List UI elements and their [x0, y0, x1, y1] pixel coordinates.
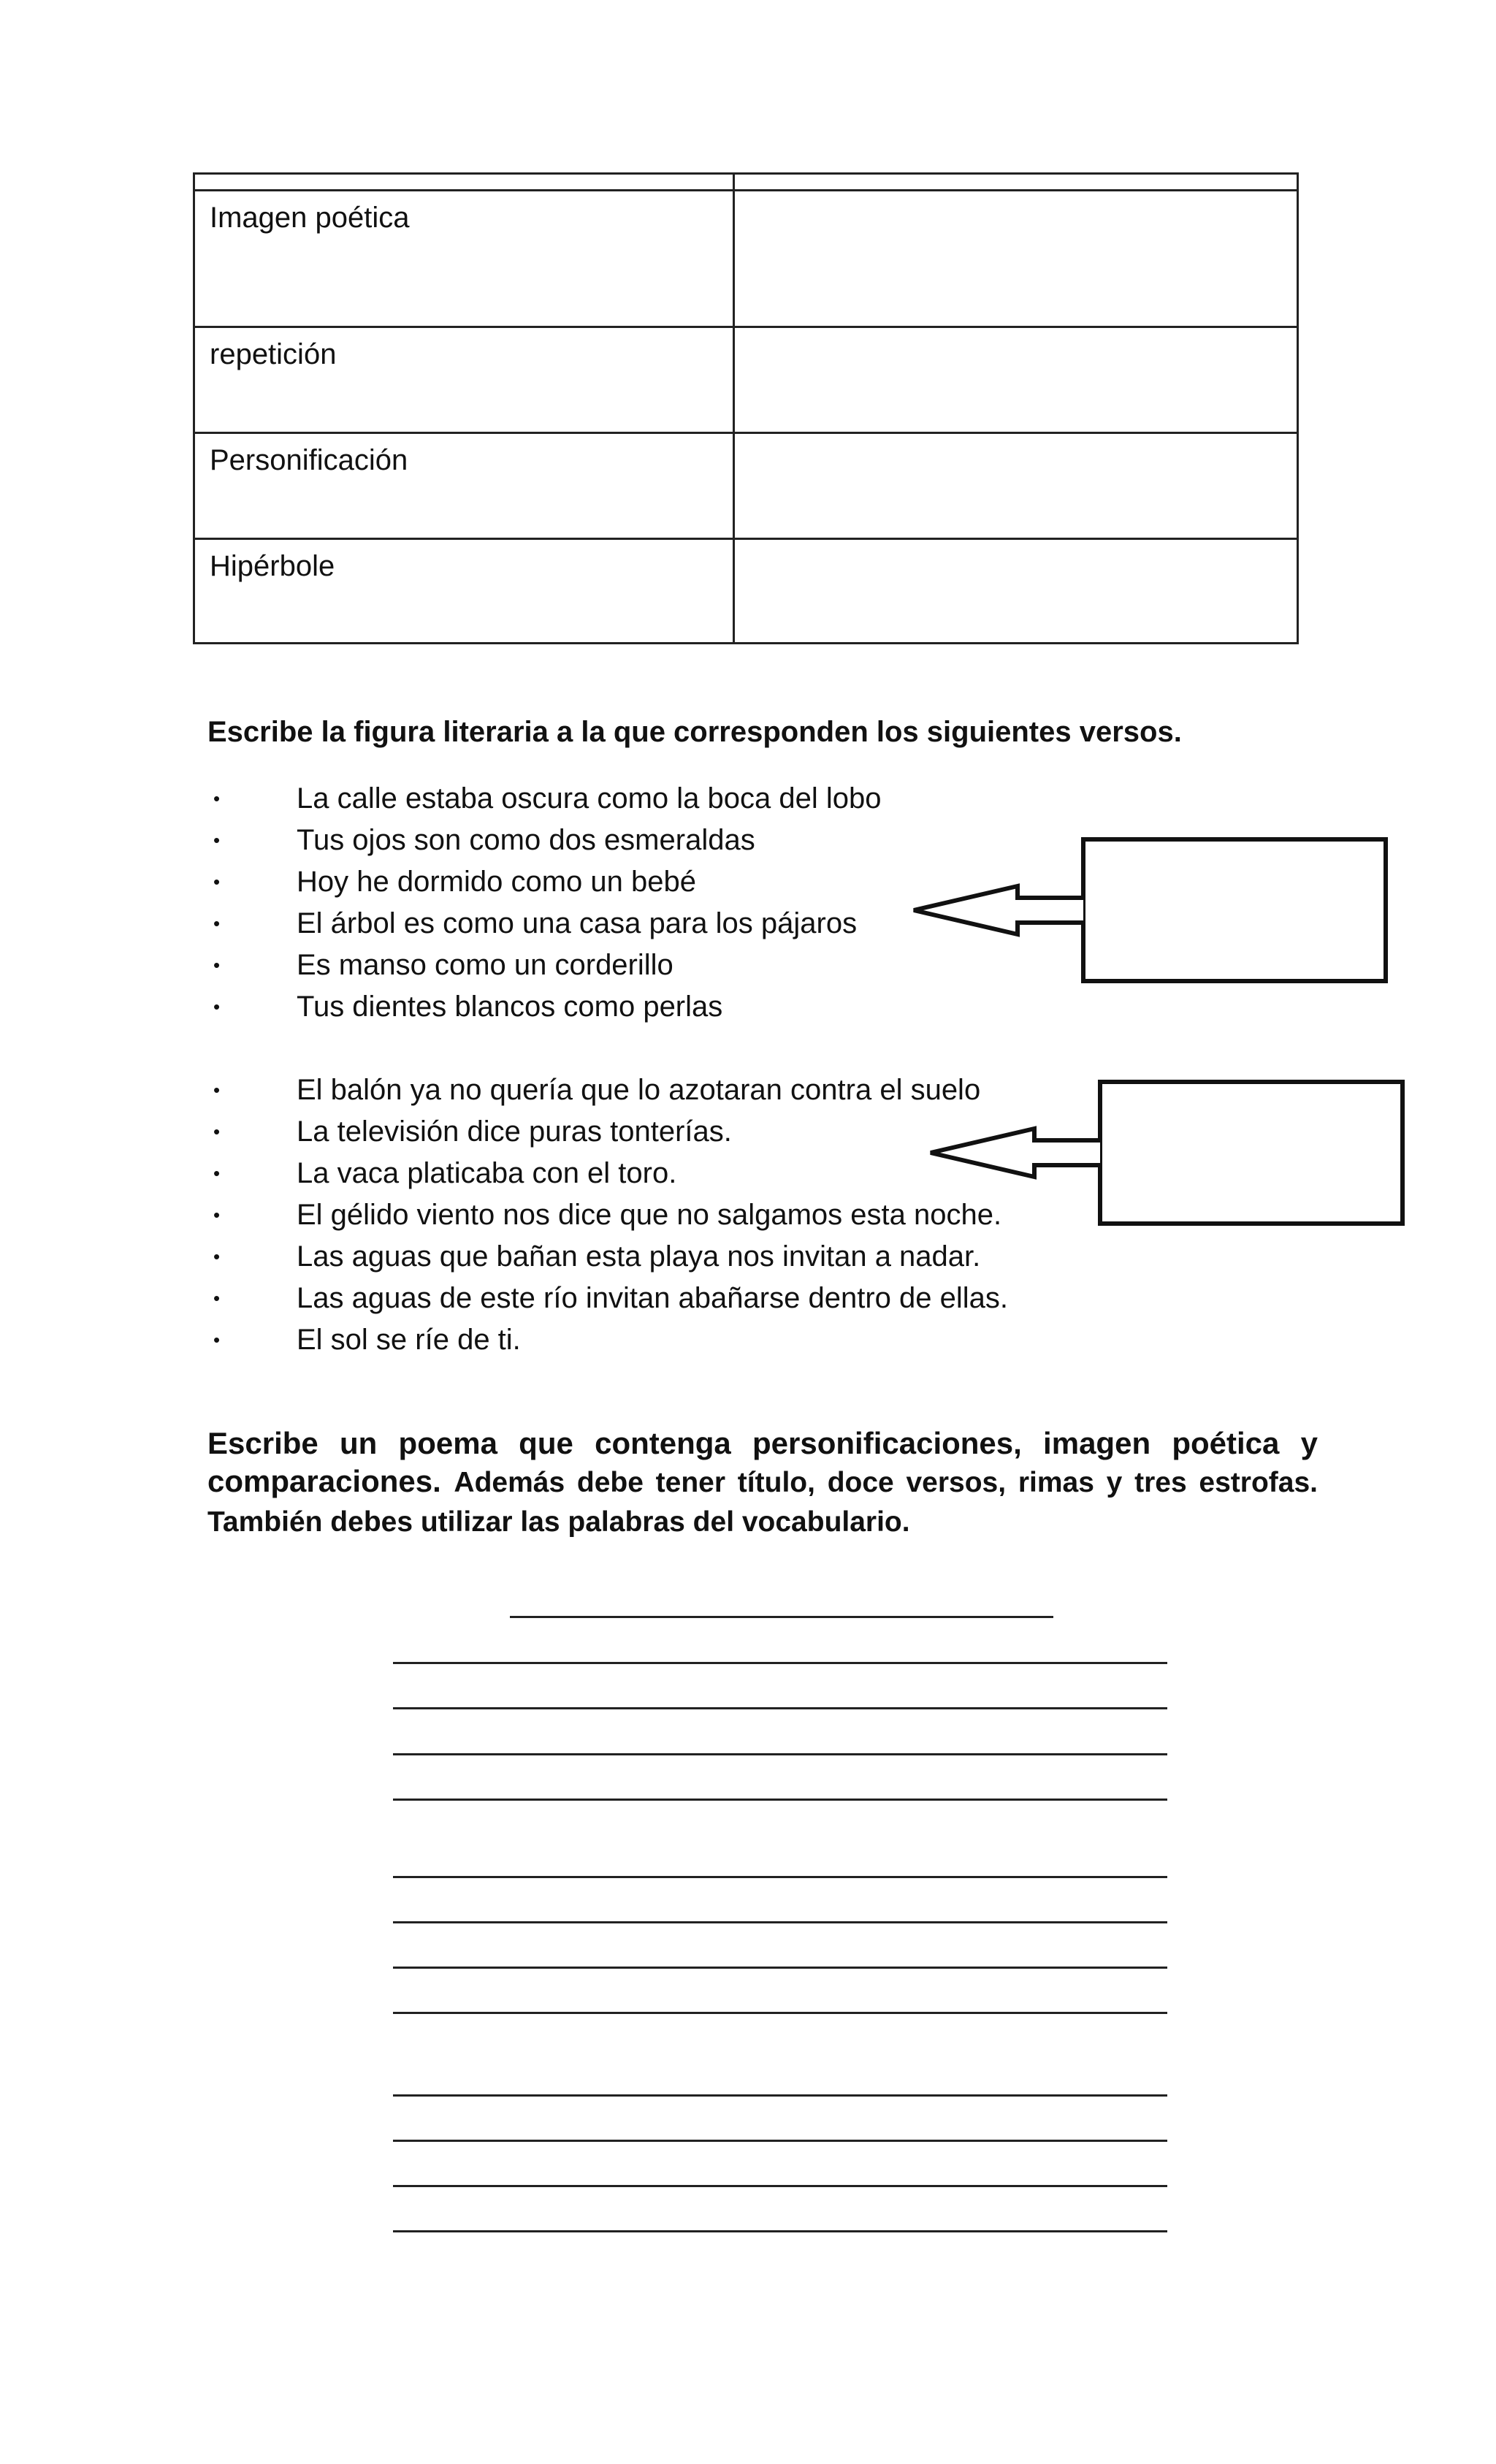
verse-text: Es manso como un corderillo — [297, 949, 673, 981]
poem-verse-line[interactable] — [393, 1921, 1167, 1923]
list-item — [207, 778, 882, 820]
poem-title-line[interactable] — [510, 1616, 1053, 1618]
answer-callout-2 — [926, 1079, 1408, 1232]
list-item — [207, 861, 882, 903]
bullet-icon: • — [213, 829, 221, 851]
verse-text: El balón ya no quería que lo azotaran contra el suelo — [297, 1074, 981, 1106]
arrow-left-icon — [931, 1129, 1100, 1177]
list-item — [207, 1319, 1008, 1361]
poem-verse-line[interactable] — [393, 1876, 1167, 1878]
bullet-icon: • — [213, 996, 221, 1018]
verse-list-personifications — [207, 1069, 1008, 1361]
verse-text: La televisión dice puras tonterías. — [297, 1115, 732, 1148]
table-cell-label — [194, 174, 734, 191]
verse-list-comparisons — [207, 778, 882, 1028]
verse-text: Hoy he dormido como un bebé — [297, 866, 696, 898]
list-item — [207, 945, 882, 986]
list-item — [207, 1069, 1008, 1111]
bullet-icon: • — [213, 1079, 221, 1101]
table-row — [194, 174, 1298, 191]
verse-text: El gélido viento nos dice que no salgamos esta noche. — [297, 1199, 1002, 1231]
table-cell-answer[interactable] — [734, 539, 1298, 644]
verse-text: La vaca platicaba con el toro. — [297, 1157, 677, 1189]
poem-verse-line[interactable] — [393, 1799, 1167, 1801]
list-item — [207, 1236, 1008, 1278]
table-row — [194, 539, 1298, 644]
poem-instructions — [207, 1424, 1318, 1541]
table-cell-label: Personificación — [194, 433, 734, 539]
list-item — [207, 903, 882, 945]
literary-figures-table — [193, 172, 1299, 644]
poem-verse-line[interactable] — [393, 2230, 1167, 2232]
arrow-left-icon — [914, 886, 1083, 934]
poem-verse-line[interactable] — [393, 1662, 1167, 1664]
bullet-icon: • — [213, 1246, 221, 1267]
table-row — [194, 327, 1298, 433]
answer-box-2[interactable] — [1100, 1082, 1402, 1224]
bullet-icon: • — [213, 1121, 221, 1143]
verse-text: La calle estaba oscura como la boca del lobo — [297, 782, 882, 815]
bullet-icon: • — [213, 1162, 221, 1184]
bullet-icon: • — [213, 871, 221, 893]
bullet-icon: • — [213, 954, 221, 976]
instruction-details: Además debe tener título, doce versos, rimas y tres estrofas. También debes utilizar las palabras del vocabulario. — [207, 1467, 1318, 1538]
verse-text: Las aguas que bañan esta playa nos invitan a nadar. — [297, 1240, 981, 1273]
table-cell-label: Imagen poética — [194, 191, 734, 327]
bullet-icon: • — [213, 1287, 221, 1309]
table-cell-answer[interactable] — [734, 433, 1298, 539]
table-row — [194, 433, 1298, 539]
bullet-icon: • — [213, 912, 221, 934]
list-item — [207, 1111, 1008, 1153]
poem-verse-line[interactable] — [393, 2094, 1167, 2097]
poem-verse-line[interactable] — [393, 1967, 1167, 1969]
poem-verse-line[interactable] — [393, 2012, 1167, 2014]
table-cell-label: repetición — [194, 327, 734, 433]
answer-callout-1 — [909, 836, 1392, 990]
table-cell-answer[interactable] — [734, 174, 1298, 191]
table-row — [194, 191, 1298, 327]
poem-verse-line[interactable] — [393, 1707, 1167, 1709]
table-cell-answer[interactable] — [734, 327, 1298, 433]
bullet-icon: • — [213, 1329, 221, 1351]
table-cell-label: Hipérbole — [194, 539, 734, 644]
answer-box-1[interactable] — [1083, 839, 1386, 981]
list-item — [207, 820, 882, 861]
verse-text: El árbol es como una casa para los pájaros — [297, 907, 858, 939]
poem-verse-line[interactable] — [393, 2185, 1167, 2187]
verse-text: Tus ojos son como dos esmeraldas — [297, 824, 755, 856]
poem-verse-line[interactable] — [393, 2140, 1167, 2142]
verse-text: Tus dientes blancos como perlas — [297, 991, 723, 1023]
list-item — [207, 1278, 1008, 1319]
bullet-icon: • — [213, 787, 221, 809]
exercise1-heading: Escribe la figura literaria a la que corresponden los siguientes versos. — [207, 716, 1182, 748]
table-cell-answer[interactable] — [734, 191, 1298, 327]
instruction-main: Escribe un poema que contenga personificaciones, imagen poética y comparaciones. — [207, 1426, 1318, 1498]
list-item — [207, 1153, 1008, 1194]
verse-text: El sol se ríe de ti. — [297, 1324, 521, 1356]
list-item — [207, 986, 882, 1028]
list-item — [207, 1194, 1008, 1236]
verse-text: Las aguas de este río invitan abañarse dentro de ellas. — [297, 1282, 1008, 1314]
poem-verse-line[interactable] — [393, 1753, 1167, 1755]
bullet-icon: • — [213, 1204, 221, 1226]
